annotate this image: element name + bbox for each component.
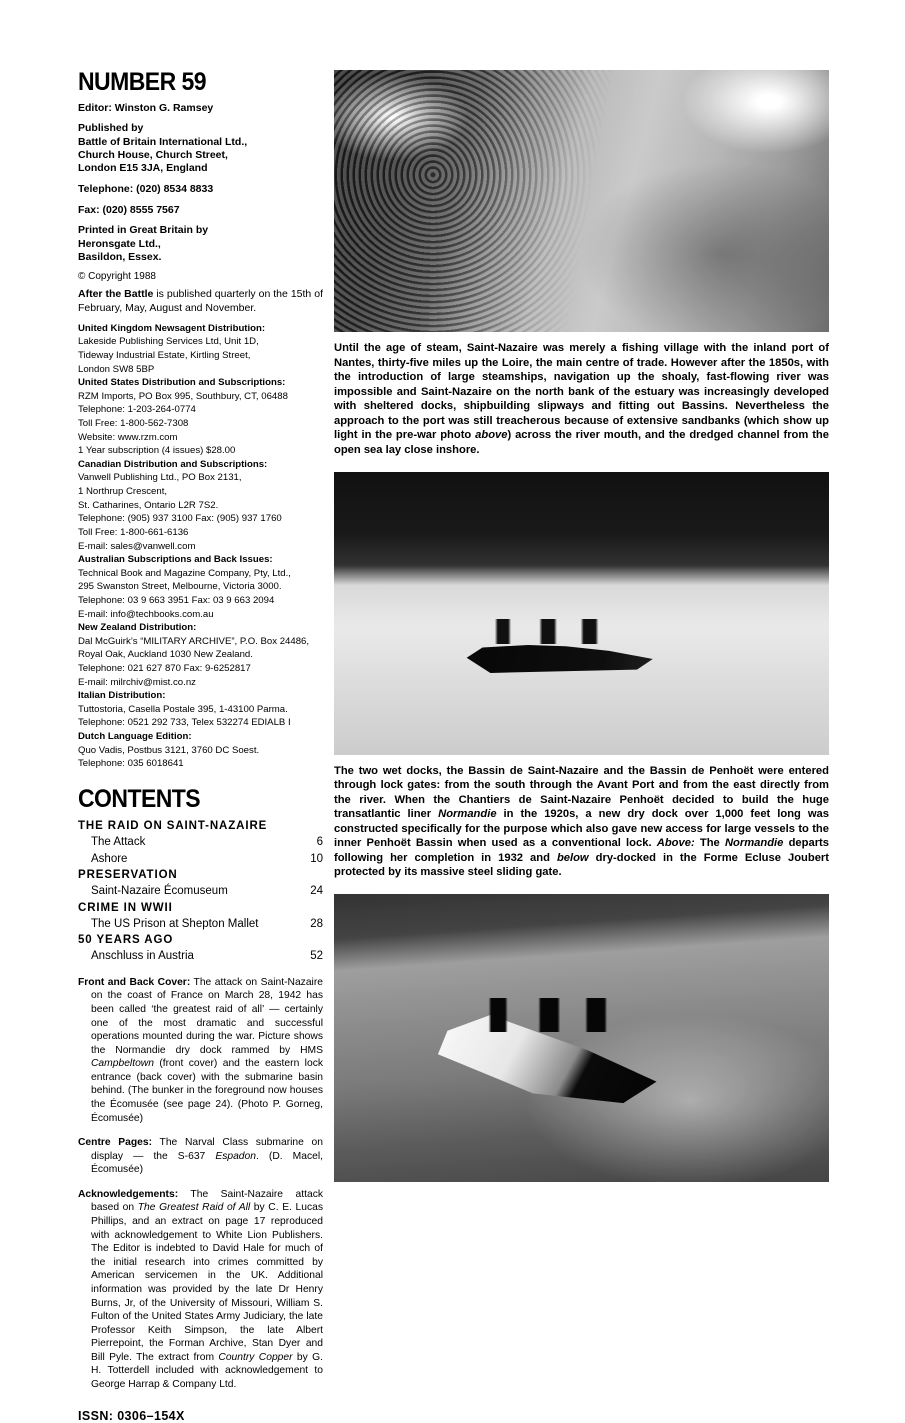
toc-section-heading: CRIME IN WWII xyxy=(78,901,173,914)
toc-entry[interactable] xyxy=(78,883,323,899)
distribution-line: Tideway Industrial Estate, Kirtling Street, xyxy=(78,349,251,361)
acknowledgements-label: Acknowledgements: xyxy=(78,1188,179,1200)
publisher-fax: Fax: (020) 8555 7567 xyxy=(78,203,180,216)
normandie-italic-1: Normandie xyxy=(438,808,497,821)
copyright-line: © Copyright 1988 xyxy=(78,271,156,283)
campbeltown-italic: Campbeltown xyxy=(91,1058,154,1070)
left-column xyxy=(78,70,323,1423)
distribution-line: Lakeside Publishing Services Ltd, Unit 1D, xyxy=(78,336,259,348)
printer-address: Basildon, Essex. xyxy=(78,251,162,264)
toc-entry-page: 24 xyxy=(310,885,323,898)
distribution-line: 1 Year subscription (4 issues) $28.00 xyxy=(78,445,236,457)
distribution-line: Tuttostoria, Casella Postale 395, 1-43100 Parma. xyxy=(78,703,288,715)
caption-docks-text-5: dry-docked in the Forme Ecluse Joubert protected by its massive steel sliding gate. xyxy=(334,851,829,879)
distribution-heading: New Zealand Distribution: xyxy=(78,622,197,634)
table-of-contents xyxy=(78,818,323,965)
distribution-heading: Australian Subscriptions and Back Issues: xyxy=(78,554,273,566)
distribution-line: Royal Oak, Auckland 1030 New Zealand. xyxy=(78,649,253,661)
issue-number-title: NUMBER 59 xyxy=(78,68,206,96)
above-italic: above xyxy=(475,429,508,442)
toc-section-heading: 50 YEARS AGO xyxy=(78,934,174,947)
publication-title: After the Battle xyxy=(78,288,154,301)
centre-pages-note xyxy=(78,1136,323,1177)
country-copper-italic: Country Copper xyxy=(218,1351,293,1363)
toc-entry-label: The US Prison at Shepton Mallet xyxy=(91,917,259,930)
front-back-cover-note xyxy=(78,976,323,1125)
editor-line: Editor: Winston G. Ramsey xyxy=(78,102,214,114)
distribution-line: Telephone: (905) 937 3100 Fax: (905) 937 1760 xyxy=(78,513,282,525)
distribution-line: E-mail: info@techbooks.com.au xyxy=(78,608,214,620)
toc-entry-label: Ashore xyxy=(91,852,128,865)
distribution-line: St. Catharines, Ontario L2R 7S2. xyxy=(78,499,219,511)
distribution-group xyxy=(78,689,323,730)
acknowledgements-text-2: by C. E. Lucas Phillips, and an extract on page 17 reproduced with acknowledgement to White Lion Publishers. The Editor is indebted to David Hale for much of the initial research into crimes committed by American servicemen in the UK. Additional information was provided by the late Dr Henry Burns, Jr, of the University of Missouri, William S. Fulton of the United States Army Judiciary, the late Professor Keith Simpson, the late Albert Pierrepoint, the Forman Archive, Stan Dyer and Bill Pyle. The extract from xyxy=(91,1202,323,1363)
distribution-line: Dal McGuirk’s “MILITARY ARCHIVE”, P.O. Box 24486, xyxy=(78,635,310,647)
toc-entry[interactable] xyxy=(78,916,323,932)
centre-pages-text: The Narval Class submarine on display — the S-637 xyxy=(91,1137,323,1162)
distribution-heading: United Kingdom Newsagent Distribution: xyxy=(78,322,266,334)
distribution-line: London SW8 5BP xyxy=(78,363,155,375)
acknowledgements-text: The Saint-Nazaire attack based on xyxy=(91,1188,323,1214)
caption-docks-text-3: The xyxy=(694,837,725,850)
toc-entry-page: 6 xyxy=(316,836,323,849)
toc-entry-page: 28 xyxy=(310,917,323,930)
front-back-cover-label: Front and Back Cover: xyxy=(78,976,191,988)
distribution-line: Telephone: 021 627 870 Fax: 9-6252817 xyxy=(78,662,251,674)
centre-pages-text-2: . (D. Macel, Écomusée) xyxy=(91,1150,323,1176)
distribution-group xyxy=(78,553,323,621)
distribution-line: Technical Book and Magazine Company, Pty, Ltd., xyxy=(78,567,291,579)
normandie-italic-2: Normandie xyxy=(724,837,784,850)
distribution-line: RZM Imports, PO Box 995, Southbury, CT, 06488 xyxy=(78,390,288,402)
toc-entry-page: 52 xyxy=(310,950,323,963)
distribution-heading: United States Distribution and Subscriptions: xyxy=(78,377,286,389)
toc-entry[interactable] xyxy=(78,834,323,850)
greatest-raid-italic: The Greatest Raid of All xyxy=(137,1202,251,1214)
distribution-group xyxy=(78,376,323,458)
toc-entry[interactable] xyxy=(78,851,323,867)
normandie-departing-photo xyxy=(334,472,829,755)
distribution-line: Telephone: 0521 292 733, Telex 532274 EDIALB I xyxy=(78,717,291,729)
published-by-label: Published by xyxy=(78,122,144,135)
contents-title: CONTENTS xyxy=(78,784,201,813)
publication-frequency-text: is published quarterly on the 15th of February, May, August and November. xyxy=(78,288,323,315)
centre-pages-label: Centre Pages: xyxy=(78,1137,153,1149)
below-italic: below xyxy=(556,851,589,864)
distribution-group xyxy=(78,621,323,689)
caption-docks-text-4: departs following her completion in 1932 and xyxy=(334,837,829,864)
publisher-block xyxy=(78,122,323,176)
aerial-pre-war-estuary-photo xyxy=(334,70,829,332)
distribution-line: E-mail: sales@vanwell.com xyxy=(78,540,196,552)
espadon-italic: Espadon xyxy=(215,1150,256,1162)
distribution-line: Toll Free: 1-800-661-6136 xyxy=(78,526,189,538)
issn-line: ISSN: 0306–154X xyxy=(78,1408,185,1423)
publisher-telephone: Telephone: (020) 8534 8833 xyxy=(78,182,214,195)
above-italic-2: Above: xyxy=(656,837,695,850)
publisher-address-2: London E15 3JA, England xyxy=(78,162,208,175)
caption-estuary-text-2: ) across the river mouth, and the dredged channel from the open sea lay close inshore. xyxy=(334,429,829,456)
toc-section-heading: THE RAID ON SAINT-NAZAIRE xyxy=(78,819,268,832)
distribution-line: Telephone: 1-203-264-0774 xyxy=(78,404,196,416)
distribution-line: E-mail: milrchiv@mist.co.nz xyxy=(78,676,196,688)
publisher-name: Battle of Britain International Ltd., xyxy=(78,135,248,148)
distribution-heading: Dutch Language Edition: xyxy=(78,731,192,743)
toc-entry-page: 10 xyxy=(310,852,323,865)
printed-by-label: Printed in Great Britain by xyxy=(78,224,209,237)
acknowledgements-note xyxy=(78,1188,323,1392)
distribution-group xyxy=(78,322,323,376)
toc-entry-label: The Attack xyxy=(91,836,146,849)
printer-block xyxy=(78,224,323,264)
distribution-line: Quo Vadis, Postbus 3121, 3760 DC Soest. xyxy=(78,744,260,756)
publication-frequency xyxy=(78,288,323,315)
caption-docks-text-1: The two wet docks, the Bassin de Saint-Nazaire and the Bassin de Penhoët were entered through lock gates: from the south through the Avant Port and from the east directly from the river. When the Chantiers de Saint-Nazaire Penhoët decided to build the huge transatlantic liner xyxy=(334,764,829,821)
distribution-group xyxy=(78,730,323,771)
printer-name: Heronsgate Ltd., xyxy=(78,237,161,250)
acknowledgements-text-3: by G. H. Totterdell included with acknowledgement to George Harrap & Company Ltd. xyxy=(91,1351,323,1390)
caption-wet-docks xyxy=(334,764,829,881)
caption-estuary xyxy=(334,341,829,458)
distribution-line: 1 Northrup Crescent, xyxy=(78,486,168,498)
distribution-line: Toll Free: 1-800-562-7308 xyxy=(78,418,189,430)
distribution-group xyxy=(78,458,323,553)
normandie-drydocked-photo xyxy=(334,894,829,1182)
toc-entry[interactable] xyxy=(78,948,323,964)
publisher-address-1: Church House, Church Street, xyxy=(78,149,228,161)
front-back-cover-text: The attack on Saint-Nazaire on the coast of France on March 28, 1942 has been called ‘the greatest raid of all’ — certainly one of the most dramatic and successful operations mounted during the war. Picture shows the Normandie dry dock rammed by HMS xyxy=(91,976,323,1056)
distribution-heading: Canadian Distribution and Subscriptions: xyxy=(78,458,268,470)
right-column xyxy=(334,70,829,1182)
toc-entry-label: Anschluss in Austria xyxy=(91,950,194,963)
distribution-line: Vanwell Publishing Ltd., PO Box 2131, xyxy=(78,472,242,484)
toc-section-heading: PRESERVATION xyxy=(78,868,178,881)
distribution-line: Telephone: 035 6018641 xyxy=(78,758,184,770)
caption-estuary-text-1: Until the age of steam, Saint-Nazaire was merely a fishing village with the inland port of Nantes, thirty-five miles up the Loire, the main centre of trade. However after the 1850s, with the introduction of large steamships, navigation up the shoaly, fast-flowing river was impossible and Saint-Nazaire on the north bank of the estuary was increasingly developed with sheltered docks, shipbuilding slipways and fitting out Bassins. Nevertheless the approach to the port was still treacherous because of extensive sandbanks (which show up light in the pre-war photo xyxy=(334,342,829,442)
front-back-cover-text-2: (front cover) and the eastern lock entrance (back cover) with the submarine basin behind. (The bunker in the foreground now houses the Écomusée (see page 24). (Photo P. Gorneg, Écomusée) xyxy=(91,1058,323,1124)
distribution-line: 295 Swanston Street, Melbourne, Victoria 3000. xyxy=(78,581,282,593)
distribution-line: Website: www.rzm.com xyxy=(78,431,178,443)
toc-entry-label: Saint-Nazaire Écomuseum xyxy=(91,885,228,898)
distribution-heading: Italian Distribution: xyxy=(78,690,166,702)
distribution-list xyxy=(78,322,323,771)
distribution-line: Telephone: 03 9 663 3951 Fax: 03 9 663 2094 xyxy=(78,594,275,606)
caption-docks-text-2: in the 1920s, a new dry dock over 1,000 feet long was constructed specifically for the purpose which also gave new access for large vessels to the inner Penhoët Bassin when used as a conventional lock. xyxy=(334,808,829,850)
